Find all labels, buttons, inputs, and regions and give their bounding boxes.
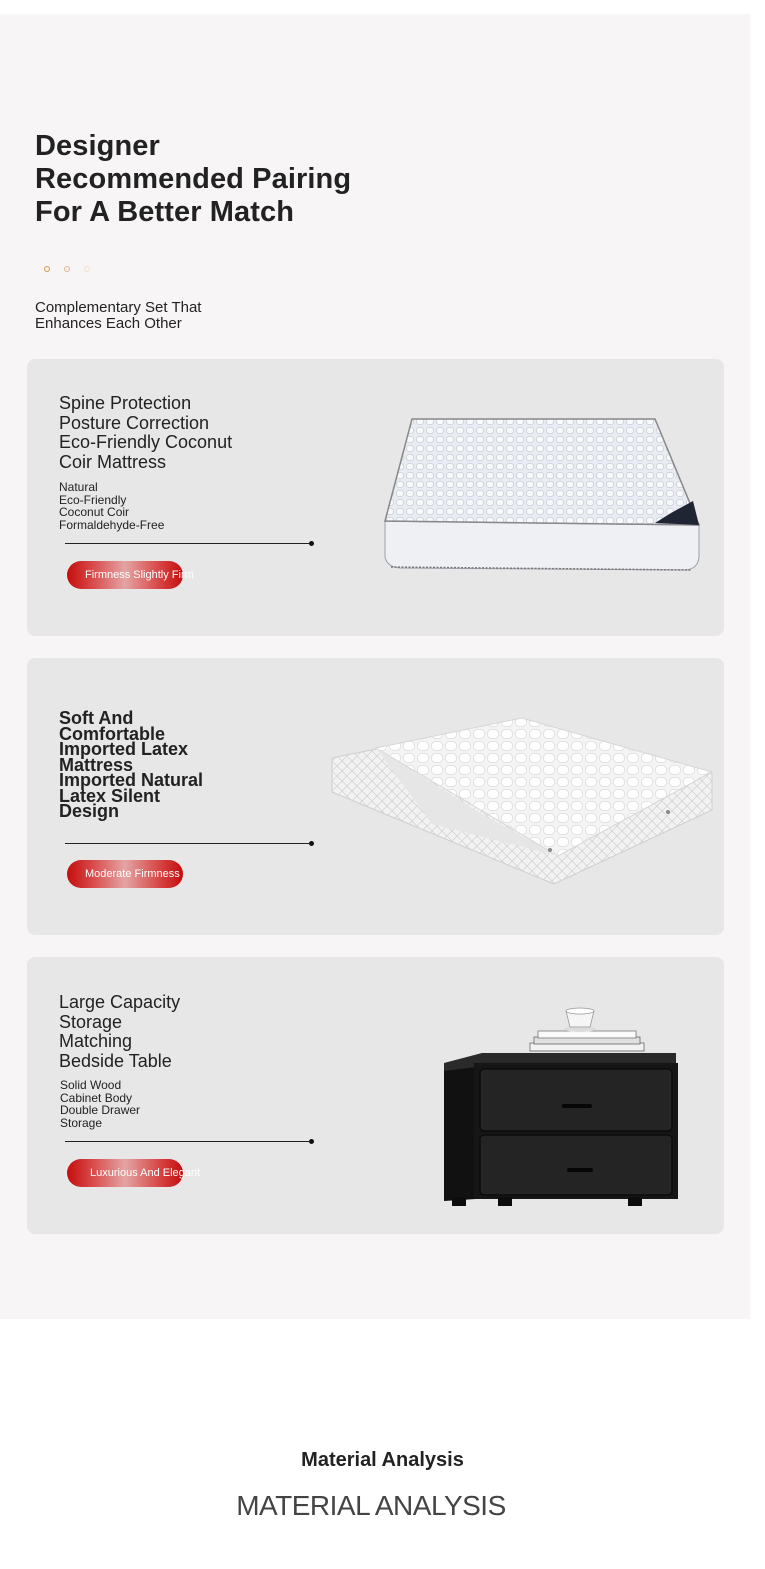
- dot-icon: [84, 266, 90, 272]
- dot-icon: [44, 266, 50, 272]
- product-description: Solid Wood Cabinet Body Double Drawer Storage: [60, 1078, 141, 1130]
- divider-line: [65, 843, 311, 844]
- product-title: Large Capacity Storage Matching Bedside Table: [59, 992, 181, 1071]
- firmness-badge-label: Moderate Firmness: [85, 868, 180, 880]
- dot-icon: [64, 266, 70, 272]
- product-title: Spine Protection Posture Correction Eco-Friendly Coconut Coir Mattress: [59, 393, 233, 472]
- style-badge: [67, 1159, 201, 1187]
- material-analysis-heading: Material Analysis: [301, 1449, 464, 1471]
- divider-line: [65, 1141, 311, 1142]
- material-analysis-heading-en: MATERIAL ANALYSIS: [236, 1490, 506, 1521]
- product-description: Natural Eco-Friendly Coconut Coir Formaldehyde-Free: [59, 480, 165, 532]
- product-card-latex-mattress[interactable]: [27, 658, 724, 935]
- bedside-table-image: [412, 991, 652, 1206]
- firmness-badge-label: Firmness Slightly Firm: [85, 569, 194, 581]
- product-card-coir-mattress[interactable]: [27, 359, 724, 636]
- product-title: Soft And Comfortable Imported Latex Mattress Imported Natural Latex Silent Design: [59, 708, 204, 821]
- coir-mattress-image: [355, 417, 701, 577]
- firmness-badge: [67, 860, 183, 888]
- pairing-subtitle: Complementary Set That Enhances Each Other: [35, 299, 202, 332]
- style-badge-label: Luxurious And Elegant: [90, 1167, 201, 1179]
- latex-mattress-image: [332, 716, 717, 888]
- firmness-badge: [67, 561, 194, 589]
- pairing-headline: Designer Recommended Pairing For A Better Match: [35, 130, 352, 228]
- product-card-bedside-table[interactable]: [27, 957, 724, 1234]
- decorative-dots: [44, 266, 90, 272]
- divider-line: [65, 543, 311, 544]
